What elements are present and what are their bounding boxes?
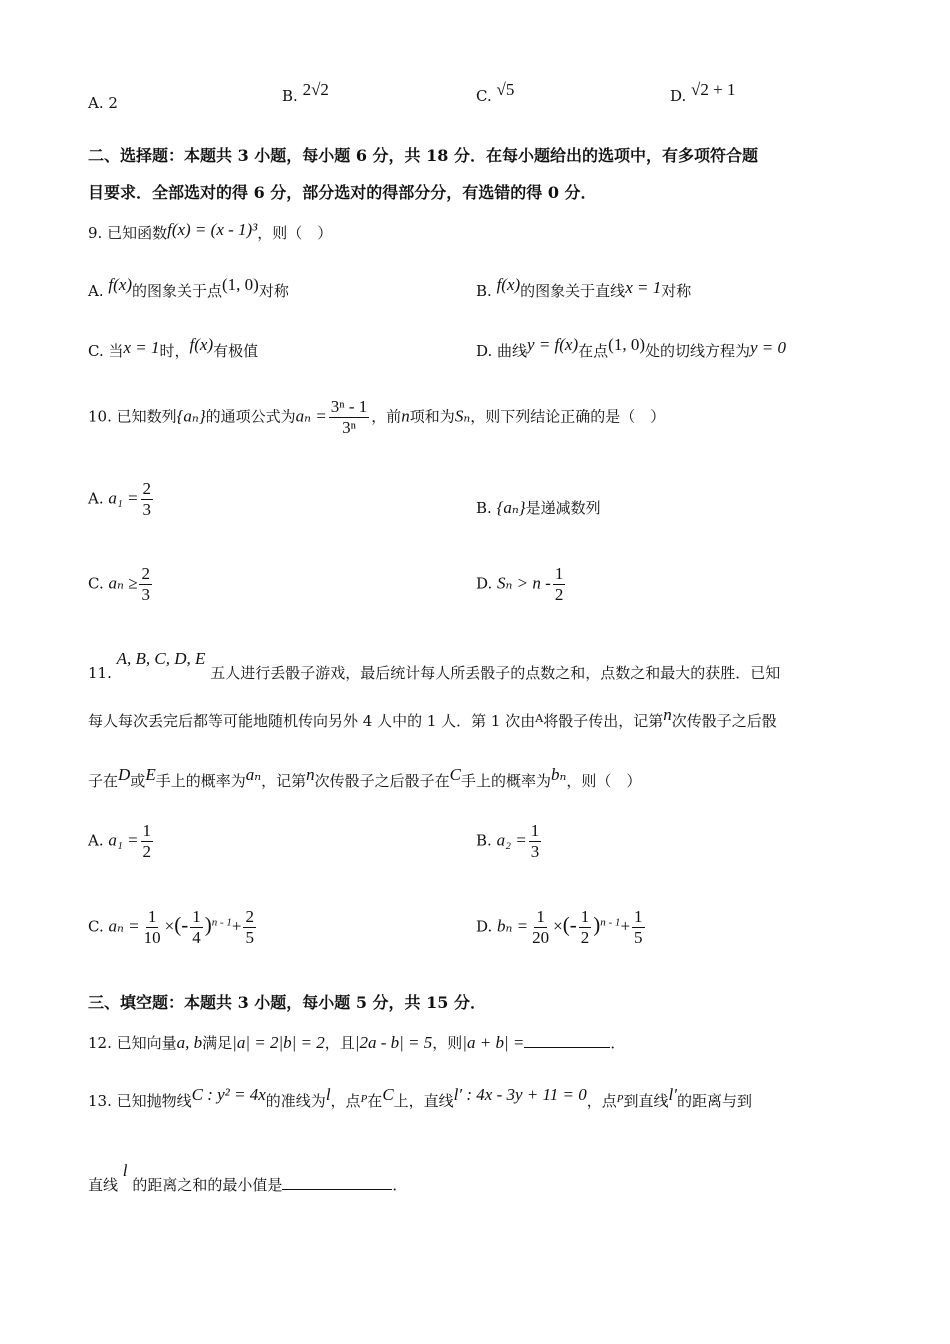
q10-option-b-label: B.: [476, 499, 492, 517]
q13-line2-tail: [132, 1176, 407, 1194]
q9-option-d-label: D. 曲线: [476, 342, 528, 360]
q13-answer-blank[interactable]: [282, 1189, 392, 1190]
q10-option-c-label: C.: [88, 574, 104, 593]
q11-option-b-lhs: a₂ =: [496, 830, 527, 850]
q12-prefix: 12. 已知向量: [88, 1034, 177, 1052]
q11-option-c-exponent: n - 1: [211, 916, 232, 929]
q9-option-d-text: 在点: [578, 342, 609, 360]
q13-mid4: 上，直线: [393, 1092, 454, 1110]
q13-line2-l: l: [122, 1161, 128, 1180]
q9-option-a-label: A.: [88, 282, 104, 300]
q11-option-c-label: C.: [88, 917, 104, 936]
q11-line3-a: 子在: [88, 772, 119, 790]
q10-option-b-text: 是递减数列: [525, 499, 601, 517]
q13-line-l1: l′ : 4x - 3y + 11 = 0: [453, 1085, 587, 1104]
q9-option-b: [476, 275, 692, 301]
q9-option-b-line: x = 1: [625, 278, 662, 297]
q13-stem-line2: [88, 1160, 408, 1194]
q13-mid3: 在: [367, 1092, 383, 1110]
q9-option-d-text2: 处的切线方程为: [644, 342, 750, 360]
q11-option-c-fraction1: [142, 908, 163, 947]
q8-option-b: [282, 80, 329, 106]
q11-line3-D: D: [118, 765, 131, 784]
q10-option-a-fraction: [141, 480, 154, 519]
q9-option-a-text2: 对称: [258, 282, 289, 300]
q13-l1b: l′: [668, 1085, 677, 1104]
q8-option-c-label: C.: [476, 87, 492, 105]
q11-option-c-f1-num: 1: [147, 907, 157, 926]
q8-option-b-math: 2√2: [302, 80, 329, 99]
q9-option-b-fx: f(x): [496, 275, 521, 294]
q9-option-d: [476, 335, 787, 361]
q11-line3-bn: bₙ: [551, 765, 567, 784]
q9-option-b-text: 的图象关于直线: [520, 282, 626, 300]
q11-line3-b: 或: [130, 772, 146, 790]
q11-option-d: [476, 908, 647, 947]
q13-mid6: 到直线: [623, 1092, 669, 1110]
q11-option-d-times: ×: [553, 916, 563, 936]
q10-option-d-num: 1: [554, 564, 564, 583]
q11-line1-text: 五人进行丢骰子游戏，最后统计每人所丢骰子的点数之和，点数之和最大的获胜．已知: [210, 664, 781, 682]
q10-option-a-lhs: a₁ =: [108, 488, 139, 508]
q11-option-c-f1-den: 10: [143, 927, 161, 947]
q11-option-d-f3-den: 5: [634, 927, 643, 947]
q9-option-a-point: (1, 0): [222, 275, 259, 294]
q11-line3-an: aₙ: [245, 765, 262, 784]
q11-line3-e: 次传骰子之后骰子在: [314, 772, 450, 790]
q9-option-a: [88, 275, 289, 301]
q12-mid3: ，则: [432, 1034, 463, 1052]
q11-players: A, B, C, D, E: [116, 649, 206, 668]
q10-sn: Sₙ: [454, 406, 471, 426]
q12-mid1: 满足: [202, 1034, 233, 1052]
q10-option-c-fraction: [139, 565, 152, 604]
q10-option-d: [476, 565, 567, 604]
q11-option-d-f3-num: 1: [634, 907, 643, 926]
q9-option-c-text: 时，: [159, 342, 190, 360]
q10-formula-num: 3ⁿ - 1: [330, 397, 368, 416]
q13-mid5: ，点: [586, 1092, 617, 1110]
q11-option-c-f3-den: 5: [245, 927, 254, 947]
q9-option-d-tangent: y = 0: [750, 338, 787, 357]
q13-mid7: 的距离与到: [676, 1092, 752, 1110]
q11-line3-n: n: [306, 765, 315, 784]
q11-option-c: [88, 908, 258, 947]
q11-option-d-lparen: (-: [562, 912, 577, 937]
q8-option-b-label: B.: [282, 87, 298, 105]
q10-formula-den: 3ⁿ: [342, 417, 356, 437]
q12-suffix: ．: [610, 1034, 626, 1052]
q11-line3-E: E: [145, 765, 156, 784]
q11-stem-line2: [88, 705, 777, 731]
q12-vectors: a, b: [176, 1033, 203, 1052]
q10-an: aₙ =: [295, 406, 327, 426]
q11-option-c-lparen: (-: [174, 912, 189, 937]
q11-line2-b: 将骰子传出，记第: [543, 712, 664, 730]
q13-suffix: ．: [392, 1176, 408, 1194]
q10-stem-mid1: 的通项公式为: [205, 407, 296, 426]
q11-option-a-fraction: [141, 822, 154, 861]
q13-l: l: [325, 1085, 331, 1104]
q11-option-d-fraction3: [632, 908, 645, 947]
q8-option-c-math: √5: [496, 80, 515, 99]
q10-stem-mid2: ，前: [371, 407, 402, 426]
q11-option-c-f2-num: 1: [192, 907, 201, 926]
q11-line3-d: ，记第: [261, 772, 307, 790]
q9-option-c-text2: 有极值: [213, 342, 259, 360]
q10-formula-fraction: [329, 398, 370, 437]
q9-stem-prefix: 9. 已知函数: [88, 224, 168, 242]
section2-heading-line1: 二、选择题：本题共 3 小题，每小题 6 分，共 18 分．在每小题给出的选项中，有多项符合题: [88, 146, 758, 165]
q9-option-c-x: x = 1: [123, 338, 160, 357]
q12-mid2: ，且: [324, 1034, 355, 1052]
q11-option-c-fraction3: [243, 908, 256, 947]
q12-ask: |a + b| =: [462, 1033, 525, 1052]
q11-option-b-label: B.: [476, 831, 492, 850]
q10-option-b: [476, 497, 601, 518]
q11-option-c-times: ×: [164, 916, 175, 936]
q10-stem-prefix: 10. 已知数列: [88, 407, 177, 426]
q9-option-a-text: 的图象关于点: [131, 282, 222, 300]
q13-C: C: [382, 1085, 394, 1104]
q11-line3-g: ，则（ ）: [566, 772, 642, 790]
q11-option-d-lhs: bₙ =: [497, 916, 529, 936]
q11-line2-n: n: [663, 705, 672, 724]
q11-option-d-plus: +: [620, 916, 631, 936]
q11-option-d-fraction1: [530, 908, 551, 947]
q13-stem-line1: [88, 1085, 752, 1111]
q9-option-b-label: B.: [476, 282, 492, 300]
q11-line3-c: 手上的概率为: [155, 772, 246, 790]
q11-line2-c: 次传骰子之后骰: [671, 712, 777, 730]
q13-curve: C : y² = 4x: [191, 1085, 266, 1104]
q11-option-d-exponent: n - 1: [600, 916, 621, 929]
q9-option-c: [88, 335, 259, 361]
q13-line2-a: 直线: [88, 1176, 119, 1194]
q11-option-d-f2-den: 2: [580, 927, 590, 947]
q9-option-b-text2: 对称: [661, 282, 692, 300]
q9-option-d-point: (1, 0): [608, 335, 645, 354]
q10-option-d-lhs: Sₙ > n -: [497, 573, 551, 593]
q13-prefix: 13. 已知抛物线: [88, 1092, 192, 1110]
q9-stem-math: f(x) = (x - 1)³: [167, 220, 258, 239]
q10-stem: [88, 398, 665, 437]
q11-line3-C: C: [449, 765, 461, 784]
q10-option-a: [88, 480, 155, 519]
q11-option-a-den: 2: [142, 841, 152, 861]
q11-option-d-f1-den: 20: [532, 927, 550, 947]
q9-stem-suffix: ，则（ ）: [257, 224, 333, 242]
q10-option-a-den: 3: [142, 499, 152, 519]
q8-option-d-math: √2 + 1: [691, 80, 736, 99]
q9-option-d-curve: y = f(x): [527, 335, 579, 354]
q11-option-d-f2-num: 1: [580, 907, 590, 926]
q10-option-b-seq: {aₙ}: [496, 498, 526, 517]
q13-line2-b: 的距离之和的最小值是: [132, 1176, 283, 1194]
q10-option-d-den: 2: [554, 584, 564, 604]
q12-condition1: |a| = 2|b| = 2: [232, 1033, 325, 1052]
q11-line3-f: 手上的概率为: [460, 772, 551, 790]
q11-option-a: [88, 822, 155, 861]
q10-option-c: [88, 565, 154, 604]
q11-option-b-den: 3: [530, 841, 540, 861]
q11-option-d-fraction2: [579, 908, 592, 947]
q8-option-d-label: D.: [670, 87, 687, 105]
q10-seq: {aₙ}: [176, 406, 206, 426]
q11-option-c-plus: +: [231, 916, 242, 936]
q13-mid2: ，点: [330, 1092, 361, 1110]
q11-option-c-rparen: ): [204, 912, 212, 937]
q10-option-c-den: 3: [141, 584, 150, 604]
q8-option-c: [476, 80, 515, 106]
q11-option-d-rparen: ): [593, 912, 601, 937]
q10-option-a-num: 2: [142, 479, 152, 498]
q12-stem: [88, 1032, 625, 1053]
q9-stem: [88, 222, 332, 243]
q13-P: P: [360, 1093, 368, 1105]
q9-option-c-fx: f(x): [189, 335, 214, 354]
q11-line2-A: A: [535, 712, 544, 725]
q11-option-a-num: 1: [142, 821, 152, 840]
q10-stem-suffix: ，则下列结论正确的是（ ）: [470, 407, 666, 426]
q11-option-c-fraction2: [190, 908, 203, 947]
q11-line2-a: 每人每次丢完后都等可能地随机传向另外 4 人中的 1 人．第 1 次由: [88, 712, 536, 730]
section3-heading: 三、填空题：本题共 3 小题，每小题 5 分，共 15 分．: [88, 993, 486, 1012]
q13-mid1: 的准线为: [265, 1092, 326, 1110]
q11-option-d-f1-num: 1: [536, 907, 545, 926]
q13-P2: P: [616, 1093, 624, 1105]
q11-option-c-lhs: aₙ =: [108, 916, 140, 936]
section2-heading-line2: 目要求．全部选对的得 6 分，部分选对的得部分分，有选错的得 0 分．: [88, 183, 597, 202]
q8-option-a: A. 2: [88, 94, 118, 112]
q10-option-a-label: A.: [88, 489, 104, 508]
q8-option-d: [670, 80, 736, 106]
q12-condition2: |2a - b| = 5: [354, 1033, 433, 1052]
q10-n: n: [401, 406, 410, 426]
q11-option-b-fraction: [529, 822, 542, 861]
q9-option-a-fx: f(x): [108, 275, 132, 294]
q11-option-c-f3-num: 2: [245, 907, 254, 926]
q10-stem-mid3: 项和为: [409, 407, 455, 426]
q11-stem-line1: [88, 648, 781, 682]
q10-option-d-fraction: [553, 565, 566, 604]
q11-option-d-label: D.: [476, 917, 493, 936]
q11-option-a-label: A.: [88, 831, 104, 850]
q11-number: 11.: [88, 664, 112, 682]
q10-option-c-num: 2: [141, 564, 150, 583]
q11-option-b-num: 1: [530, 821, 540, 840]
q10-option-c-lhs: aₙ ≥: [108, 573, 138, 593]
q10-option-d-label: D.: [476, 574, 493, 593]
q9-option-c-label: C. 当: [88, 342, 124, 360]
q12-answer-blank[interactable]: [524, 1047, 610, 1048]
q11-stem-line3: [88, 765, 642, 791]
q11-option-a-lhs: a₁ =: [108, 830, 139, 850]
q11-option-c-f2-den: 4: [192, 927, 201, 947]
q11-option-b: [476, 822, 543, 861]
